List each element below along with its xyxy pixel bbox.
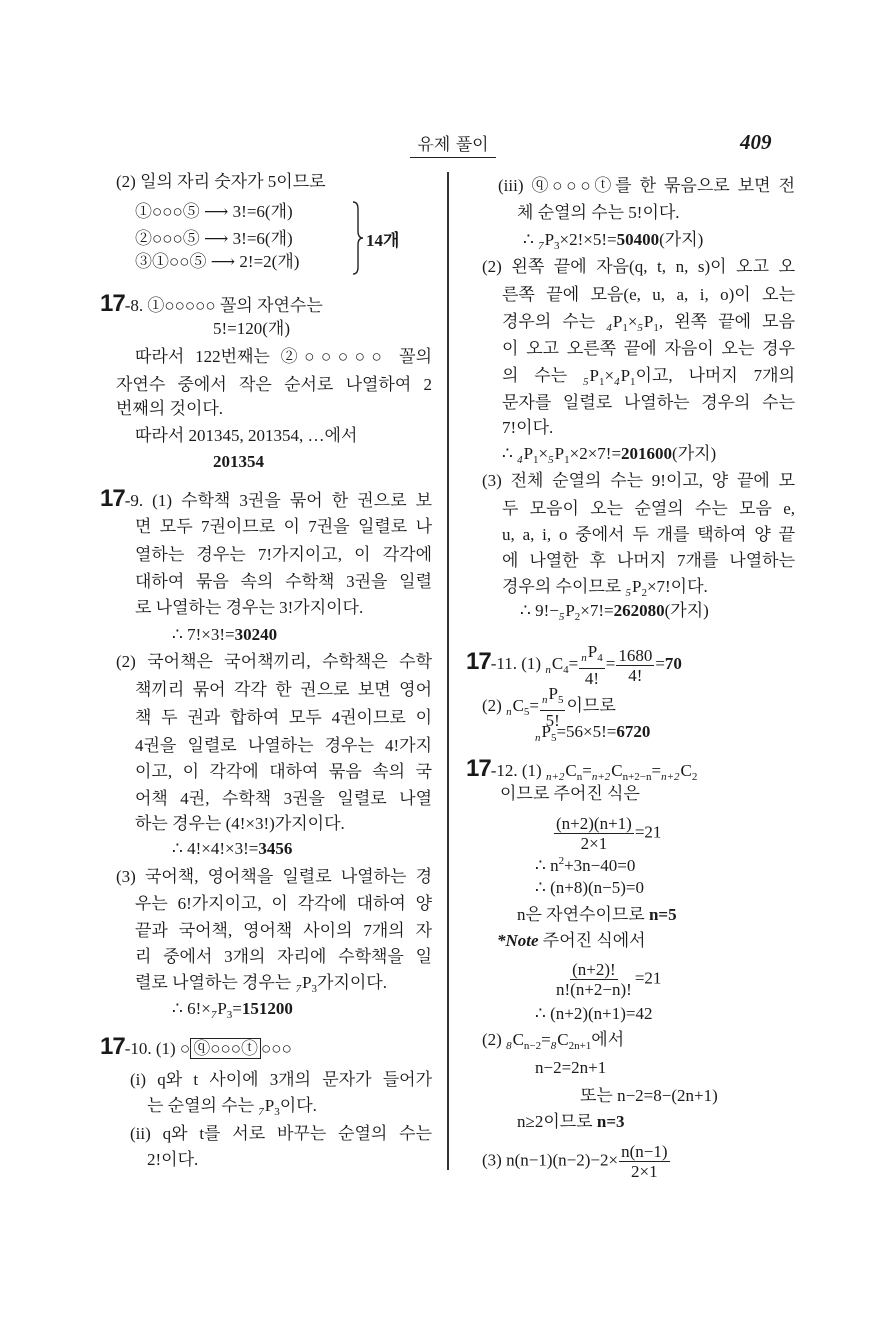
solution-line <box>502 442 716 466</box>
pre-subscript: n <box>535 732 541 744</box>
text-run: 또는 n−2=8−(2n+1) <box>580 1086 718 1105</box>
solution-line <box>135 227 293 251</box>
solution-line <box>502 497 795 521</box>
fraction <box>616 646 654 685</box>
text-run: ×2×7!= <box>569 444 622 463</box>
subscript: 5 <box>557 694 564 706</box>
solution-line <box>535 876 644 900</box>
text-run: 4권을 일렬로 나열하는 경우는 4!가지 <box>135 736 432 755</box>
solution-line <box>147 1148 198 1172</box>
subscript: 1 <box>622 322 628 334</box>
text-run: = <box>529 695 540 715</box>
text-run: -12. (1) <box>490 761 546 780</box>
text-run: -9. (1) 수학책 3권을 묶어 한 권으로 보 <box>124 491 432 510</box>
solution-line <box>130 1068 432 1092</box>
pre-subscript: n <box>545 663 551 676</box>
solution-line <box>135 892 432 916</box>
text-run: × <box>538 444 549 463</box>
bold-answer: n=5 <box>648 905 677 924</box>
text-run: P <box>587 642 598 661</box>
pre-subscript: n <box>542 694 548 706</box>
numerator <box>540 684 565 711</box>
text-run: ∴ 4!×4!×3!= <box>172 839 259 858</box>
problem-number: 17 <box>100 290 125 317</box>
text-run: 리 중에서 3개의 자리에 수학책을 일 <box>135 947 432 966</box>
text-run: (가지) <box>672 444 717 463</box>
text-run: 가지이다. <box>317 973 387 992</box>
solution-line <box>135 760 432 784</box>
problem-number: 17 <box>466 647 491 675</box>
text-run: P <box>541 722 551 741</box>
pre-subscript: 5 <box>583 376 589 388</box>
text-run: 면 모두 7권이므로 이 7권을 일렬로 나 <box>135 517 432 536</box>
text-run: 른쪽 끝에 모음(e, u, a, i, o)이 오는 <box>502 285 795 304</box>
bold-answer: 151200 <box>241 999 293 1018</box>
text-run: P <box>620 366 631 385</box>
pre-subscript: n+2 <box>661 771 680 783</box>
pre-subscript: 7 <box>258 1106 264 1118</box>
solution-line <box>502 337 795 361</box>
pre-subscript: 4 <box>517 454 523 466</box>
bold-answer: 262080 <box>613 601 665 620</box>
solution-line <box>535 1002 652 1026</box>
text-run: C <box>611 761 623 780</box>
text-run: 는 순열의 수는 <box>147 1096 259 1115</box>
pre-subscript: n+2 <box>591 771 611 783</box>
solution-line <box>482 684 616 730</box>
solution-line <box>517 1110 625 1134</box>
text-run: (iii) ⓠ○○○ⓣ를 한 묶음으로 보면 전 <box>498 176 795 195</box>
text-run: 에 나열한 후 나머지 7개를 나열하는 <box>502 551 795 570</box>
text-run: (2) <box>482 1030 507 1049</box>
subscript: 1 <box>564 454 570 466</box>
pre-subscript: n <box>581 652 587 664</box>
text-run: P <box>589 366 599 385</box>
text-run: P <box>631 577 642 596</box>
text-run: 하는 경우는 (4!×3!)가지이다. <box>135 814 345 833</box>
text-run: 에서 <box>591 1030 625 1049</box>
solution-line <box>482 1028 624 1052</box>
solution-line <box>517 201 680 225</box>
text-run: ∴ 7!×3!= <box>172 625 235 644</box>
problem-number: 17 <box>100 485 125 512</box>
text-run: (가지) <box>664 601 709 620</box>
solution-line <box>100 487 432 511</box>
solution-line <box>135 734 432 758</box>
text-run: 4! <box>628 665 643 685</box>
text-run: C <box>551 653 564 673</box>
text-run: 1680 <box>618 645 653 665</box>
text-run: 2×1 <box>580 834 608 853</box>
text-run: = <box>582 761 592 780</box>
text-run: 체 순열의 수는 5!이다. <box>517 203 680 222</box>
text-run: (n+2)(n+1) <box>556 814 632 833</box>
pre-subscript: 5 <box>625 587 631 599</box>
solution-line <box>535 720 650 744</box>
text-run: 두 모음이 오는 순열의 수는 모음 e, <box>502 499 795 518</box>
text-run: C <box>512 695 524 715</box>
text-run: n≥2이므로 <box>517 1112 597 1131</box>
text-run: × <box>627 312 638 331</box>
denominator <box>626 666 644 685</box>
text-run: 책끼리 묶어 각각 한 권으로 보면 영어 <box>135 680 432 699</box>
page-number: 409 <box>740 130 772 154</box>
solution-line <box>116 170 326 194</box>
text-run: ×7!= <box>580 601 614 620</box>
text-run: C <box>512 1030 524 1049</box>
subscript: 1 <box>598 376 605 388</box>
text-run: 이다. <box>279 1096 317 1115</box>
boxed-group: ⓠ○○○ⓣ <box>190 1038 261 1059</box>
text-run: 5!=120(개) <box>213 319 290 338</box>
text-run: 경우의 수이므로 <box>502 577 626 596</box>
text-run: 의 수는 <box>502 366 584 385</box>
text-run: ∴ (n+8)(n−5)=0 <box>535 878 644 897</box>
text-run: 4! <box>584 669 600 688</box>
text-run: ×2!×5!= <box>559 230 617 249</box>
text-run: P <box>643 312 654 331</box>
text-run: ③①○○⑤ ⟶ 2!=2(개) <box>135 252 300 271</box>
text-run: 2!이다. <box>147 1150 199 1169</box>
text-run: 우는 6!가지이고, 이 각각에 대하여 양 <box>135 894 432 913</box>
text-run: P <box>612 312 623 331</box>
solution-line <box>502 416 553 440</box>
text-run: 열하는 경우는 7!가지이고, 이 각각에 <box>135 545 432 564</box>
solution-line <box>172 837 292 861</box>
text-run: 렬로 나열하는 경우는 <box>135 973 296 992</box>
text-run: 번째의 것이다. <box>116 399 224 418</box>
text-run: (2) 일의 자리 숫자가 5이므로 <box>116 172 326 191</box>
text-run: × <box>604 366 615 385</box>
text-run: -8. ①○○○○○ 꼴의 자연수는 <box>124 296 323 315</box>
solution-line <box>135 596 363 620</box>
pre-subscript: 8 <box>550 1040 557 1052</box>
text-run: = <box>568 653 579 673</box>
solution-line <box>116 397 223 421</box>
pre-subscript: 5 <box>548 454 554 466</box>
solution-line <box>502 523 795 547</box>
text-run: ∴ <box>502 444 518 463</box>
text-run: = <box>541 1030 551 1049</box>
solution-line <box>172 997 293 1021</box>
solution-line <box>147 1094 317 1118</box>
solution-line <box>553 814 662 853</box>
denominator <box>554 980 634 999</box>
text-run: C <box>680 761 692 780</box>
subscript: 2n+1 <box>568 1040 592 1052</box>
solution-line <box>116 373 432 397</box>
pre-subscript: 8 <box>506 1040 512 1052</box>
text-run: 7!이다. <box>502 418 554 437</box>
text-run: (2) <box>482 695 507 715</box>
text-run: (ii) q와 t를 서로 바꾸는 순열의 수는 <box>130 1124 432 1143</box>
text-run: (3) n(n−1)(n−2)−2× <box>482 1150 619 1170</box>
solution-line <box>466 642 682 688</box>
solution-line <box>500 782 640 806</box>
solution-line <box>135 945 432 969</box>
text-run: P <box>302 973 312 992</box>
text-run: ×7!이다. <box>646 577 708 596</box>
numerator <box>570 960 618 980</box>
solution-line <box>213 450 264 474</box>
text-run: ②○○○⑤ ⟶ 3!=6(개) <box>135 229 293 248</box>
pre-subscript: n+2 <box>545 771 565 783</box>
pre-subscript: 5 <box>637 322 643 334</box>
solution-line <box>482 255 795 279</box>
fraction <box>619 1142 669 1181</box>
text-run: (2) 왼쪽 끝에 자음(q, t, n, s)이 오고 오 <box>482 257 795 276</box>
text-run: 문자를 일렬로 나열하는 경우의 수는 <box>502 393 795 412</box>
text-run: 경우의 수는 <box>502 312 607 331</box>
subscript: 2 <box>574 611 581 623</box>
solution-line <box>498 174 795 198</box>
solution-line <box>502 549 795 573</box>
bold-answer: 201354 <box>213 452 264 471</box>
solution-line <box>116 865 432 889</box>
text-run: = <box>232 999 242 1018</box>
right-brace-icon <box>352 201 364 275</box>
text-run: C <box>565 761 577 780</box>
text-run: 따라서 122번째는 ②○○○○○ 꼴의 <box>135 347 432 366</box>
solution-line <box>482 469 795 493</box>
numerator <box>619 1142 669 1162</box>
solution-line <box>135 812 345 836</box>
bold-answer: 30240 <box>234 625 278 644</box>
text-run: 2×1 <box>630 1162 658 1181</box>
solution-line <box>172 623 277 647</box>
text-run: 주어진 식에서 <box>538 931 646 950</box>
bold-answer: 6720 <box>616 722 651 741</box>
text-run: , 왼쪽 끝에 모음 <box>658 312 795 331</box>
text-run: ∴ 6!× <box>172 999 211 1018</box>
fraction <box>554 960 634 999</box>
text-run: ∴ <box>523 230 539 249</box>
pre-subscript: 7 <box>210 1009 217 1021</box>
solution-line <box>135 706 432 730</box>
fraction <box>579 642 604 688</box>
text-run: (2) 국어책은 국어책끼리, 수학책은 수학 <box>116 652 432 671</box>
pre-subscript: 4 <box>606 322 612 334</box>
denominator <box>629 1162 660 1181</box>
solution-line <box>135 787 432 811</box>
text-run: 이므로 주어진 식은 <box>500 784 640 803</box>
solution-line <box>116 650 432 674</box>
text-run: n−2=2n+1 <box>535 1058 607 1077</box>
solution-line <box>135 424 357 448</box>
problem-number: 17 <box>466 755 491 782</box>
text-run: 대하여 묶음 속의 수학책 3권을 일렬 <box>135 572 432 591</box>
subscript: 2 <box>691 771 698 783</box>
solution-line <box>135 200 293 224</box>
text-run: 끝과 국어책, 영어책 사이의 7개의 자 <box>135 921 432 940</box>
numerator <box>616 646 654 666</box>
solution-line <box>580 1084 718 1108</box>
text-run: =21 <box>634 822 662 842</box>
text-run: n(n−1) <box>621 1142 668 1161</box>
text-run: P <box>264 1096 275 1115</box>
text-run: ∴ 9!− <box>520 601 559 620</box>
text-run: 이고, 나머지 7개의 <box>635 366 795 385</box>
text-run: 자연수 중에서 작은 순서로 나열하여 2 <box>116 375 432 394</box>
pre-subscript: 7 <box>538 240 544 252</box>
solution-line <box>535 1056 606 1080</box>
solution-line <box>466 757 697 781</box>
column-divider <box>447 172 449 1170</box>
text-run: 이므로 <box>566 695 616 715</box>
subscript: 3 <box>226 1009 233 1021</box>
solution-line <box>130 1122 432 1146</box>
text-run: (i) q와 t 사이에 3개의 문자가 들어가 <box>130 1070 432 1089</box>
text-run: 5! <box>545 711 560 730</box>
subscript: 1 <box>533 454 539 466</box>
text-run: P <box>548 684 558 703</box>
text-run: (n+2)! <box>572 960 616 979</box>
pre-subscript: 7 <box>295 983 302 995</box>
text-run: = <box>605 653 616 673</box>
text-run: 로 나열하는 경우는 3!가지이다. <box>135 598 364 617</box>
subscript: 1 <box>653 322 659 334</box>
solution-line <box>497 929 646 953</box>
bold-answer: n=3 <box>596 1112 625 1131</box>
subscript: 3 <box>554 240 560 252</box>
solution-line <box>502 364 795 388</box>
text-run: -11. (1) <box>490 653 546 673</box>
text-run: P <box>523 444 534 463</box>
solution-line <box>553 960 662 999</box>
text-run: P <box>565 601 575 620</box>
text-run: n은 자연수이므로 <box>517 905 649 924</box>
solution-line <box>135 678 432 702</box>
text-run: P <box>544 230 555 249</box>
text-run: 이고, 이 각각에 대하여 묶음 속의 국 <box>135 762 432 781</box>
solution-line <box>135 971 387 995</box>
pre-subscript: 5 <box>558 611 565 623</box>
text-run: =21 <box>634 968 662 988</box>
solution-line <box>135 515 432 539</box>
pre-subscript: 4 <box>614 376 620 388</box>
numerator <box>554 814 634 834</box>
solution-line <box>100 1035 292 1059</box>
solution-line <box>502 575 708 599</box>
bold-answer: 201600 <box>621 444 673 463</box>
text-run: +3n−40=0 <box>564 856 636 875</box>
text-run: n!(n+2−n)! <box>556 980 632 999</box>
note-label: *Note <box>497 931 539 950</box>
page-section-title: 유제 풀이 <box>410 130 496 158</box>
text-run: -10. (1) ○ <box>124 1039 191 1058</box>
pre-subscript: n <box>506 705 512 718</box>
solution-line <box>135 250 299 274</box>
text-run: P <box>554 444 565 463</box>
solution-line <box>520 599 709 623</box>
subscript: n−2 <box>523 1040 542 1052</box>
solution-line <box>523 228 703 252</box>
subscript: 3 <box>274 1106 280 1118</box>
text-run: = <box>655 653 665 673</box>
solution-line <box>502 310 795 334</box>
solution-line <box>535 849 635 873</box>
subscript: 1 <box>630 376 636 388</box>
text-run: ○○○ <box>261 1039 292 1058</box>
text-run: u, a, i, o 중에서 두 개를 택하여 양 끝 <box>502 525 795 544</box>
bold-answer: 3456 <box>258 839 293 858</box>
text-run: (가지) <box>659 230 704 249</box>
solution-line <box>517 903 677 927</box>
subscript: 2 <box>641 587 647 599</box>
text-run: 따라서 201345, 201354, …에서 <box>135 426 358 445</box>
subscript: 5 <box>550 732 557 744</box>
solution-line <box>100 292 323 316</box>
text-run: 책 두 권과 합하여 모두 4권이므로 이 <box>135 708 432 727</box>
solution-line <box>135 919 432 943</box>
solution-line <box>502 283 795 307</box>
numerator <box>579 642 604 669</box>
solution-line <box>213 317 290 341</box>
superscript: 2 <box>558 855 565 867</box>
text-run: = <box>651 761 662 780</box>
text-run: 이 오고 오른쪽 끝에 자음이 오는 경우 <box>502 339 795 358</box>
subscript: 4 <box>597 652 603 664</box>
solution-line <box>135 570 432 594</box>
text-run: 어책 4권, 수학책 3권을 일렬로 나열 <box>135 789 432 808</box>
solution-line <box>135 543 432 567</box>
fraction <box>554 814 634 853</box>
text-run: ①○○○⑤ ⟶ 3!=6(개) <box>135 202 293 221</box>
text-run: ∴ n <box>535 856 559 875</box>
text-run: =56×5!= <box>556 722 617 741</box>
text-run: C <box>557 1030 569 1049</box>
text-run: (3) 전체 순열의 수는 9!이고, 양 끝에 모 <box>482 471 795 490</box>
solution-line <box>502 391 795 415</box>
problem-number: 17 <box>100 1033 125 1060</box>
text-run: (3) 국어책, 영어책을 일렬로 나열하는 경 <box>116 867 432 886</box>
subscript: 5 <box>523 705 530 718</box>
bold-answer: 70 <box>664 653 682 673</box>
subscript: 3 <box>311 983 318 995</box>
subscript: n+2−n <box>622 771 652 783</box>
brace-total: 14개 <box>366 231 400 250</box>
text-run: ∴ (n+2)(n+1)=42 <box>535 1004 653 1023</box>
bold-answer: 50400 <box>616 230 660 249</box>
subscript: 4 <box>563 663 569 676</box>
solution-line <box>135 345 432 369</box>
text-run: P <box>217 999 227 1018</box>
subscript: n <box>576 771 583 783</box>
